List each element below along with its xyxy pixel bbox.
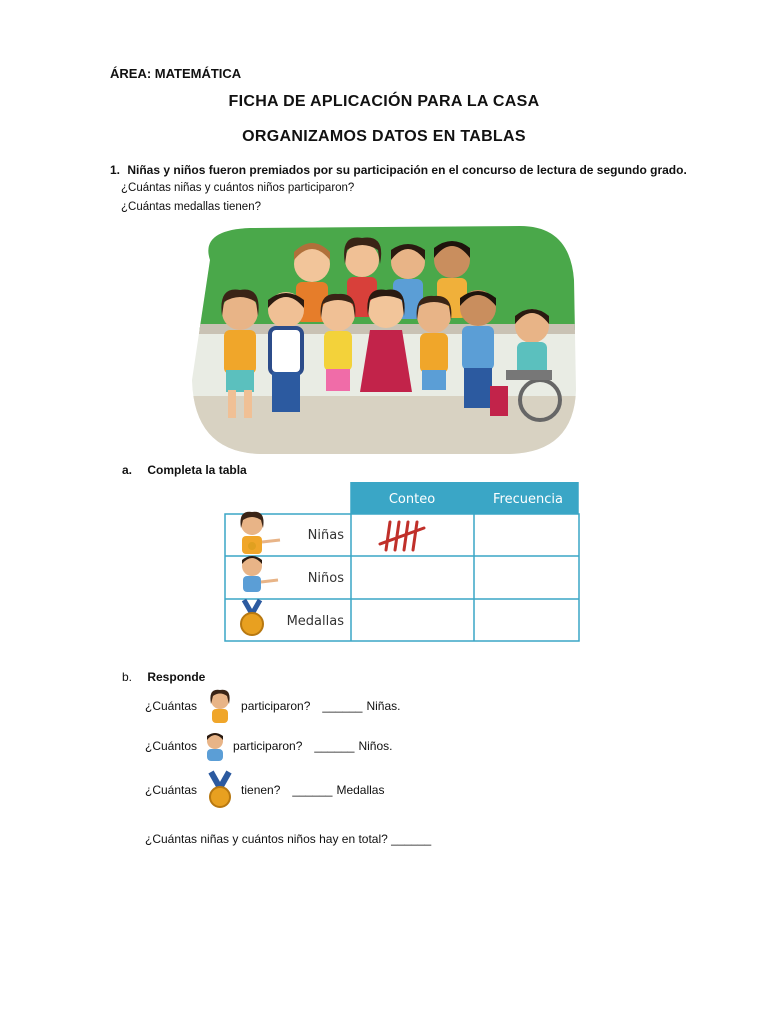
question-number: 1. <box>110 163 121 177</box>
row-label-ninas: Niñas <box>307 528 344 543</box>
question-text: Niñas y niños fueron premiados por su participación en el concurso de lectura de segundo grado. <box>127 163 687 177</box>
question-1-sub2: ¿Cuántas medallas tienen? <box>121 201 261 213</box>
part-b-text: Responde <box>147 670 206 684</box>
part-b-label <box>122 670 205 684</box>
boy-icon <box>242 556 278 592</box>
tally-table <box>224 482 580 642</box>
children-illustration <box>190 220 576 456</box>
medal-icon <box>203 770 237 810</box>
part-a-label <box>122 463 247 477</box>
response-ninos-before: ¿Cuántos <box>145 739 198 753</box>
girl-icon <box>203 688 237 724</box>
boy-icon <box>201 730 229 762</box>
page-subtitle: ORGANIZAMOS DATOS EN TABLAS <box>242 128 526 145</box>
tally-stroke <box>413 522 417 550</box>
page-title: FICHA DE APLICACIÓN PARA LA CASA <box>228 93 540 110</box>
response-medallas-before: ¿Cuántas <box>145 783 198 797</box>
table-col-conteo: Conteo <box>388 492 436 507</box>
row-label-medallas: Medallas <box>286 614 344 629</box>
response-ninos-after: participaron? <box>233 739 303 753</box>
part-a-text: Completa la tabla <box>147 463 247 477</box>
response-medallas <box>145 770 384 810</box>
response-medallas-after: tienen? <box>241 783 281 797</box>
response-ninos-blank[interactable]: ______ <box>314 739 355 753</box>
question-1-sub1: ¿Cuántas niñas y cuántos niños participaron? <box>121 182 355 194</box>
part-b-letter: b. <box>122 670 133 684</box>
girl-icon <box>240 512 280 554</box>
response-ninas-unit: Niñas. <box>366 699 401 713</box>
table-col-frecuencia: Frecuencia <box>493 492 563 507</box>
response-ninos <box>145 730 392 762</box>
response-ninas-after: participaron? <box>241 699 311 713</box>
response-medallas-unit: Medallas <box>336 783 385 797</box>
row-label-ninos: Niños <box>307 571 344 586</box>
response-medallas-blank[interactable]: ______ <box>292 783 333 797</box>
tally-stroke <box>386 522 390 550</box>
tally-marks <box>380 522 424 550</box>
response-ninas-before: ¿Cuántas <box>145 699 198 713</box>
response-total[interactable]: ¿Cuántas niñas y cuántos niños hay en total? ______ <box>145 832 432 846</box>
medal-icon <box>241 600 263 635</box>
response-ninas-blank[interactable]: ______ <box>322 699 363 713</box>
response-ninas <box>145 688 400 724</box>
response-ninos-unit: Niños. <box>358 739 393 753</box>
question-1 <box>110 163 687 177</box>
area-label: ÁREA: MATEMÁTICA <box>110 66 242 81</box>
part-a-letter: a. <box>122 463 133 477</box>
